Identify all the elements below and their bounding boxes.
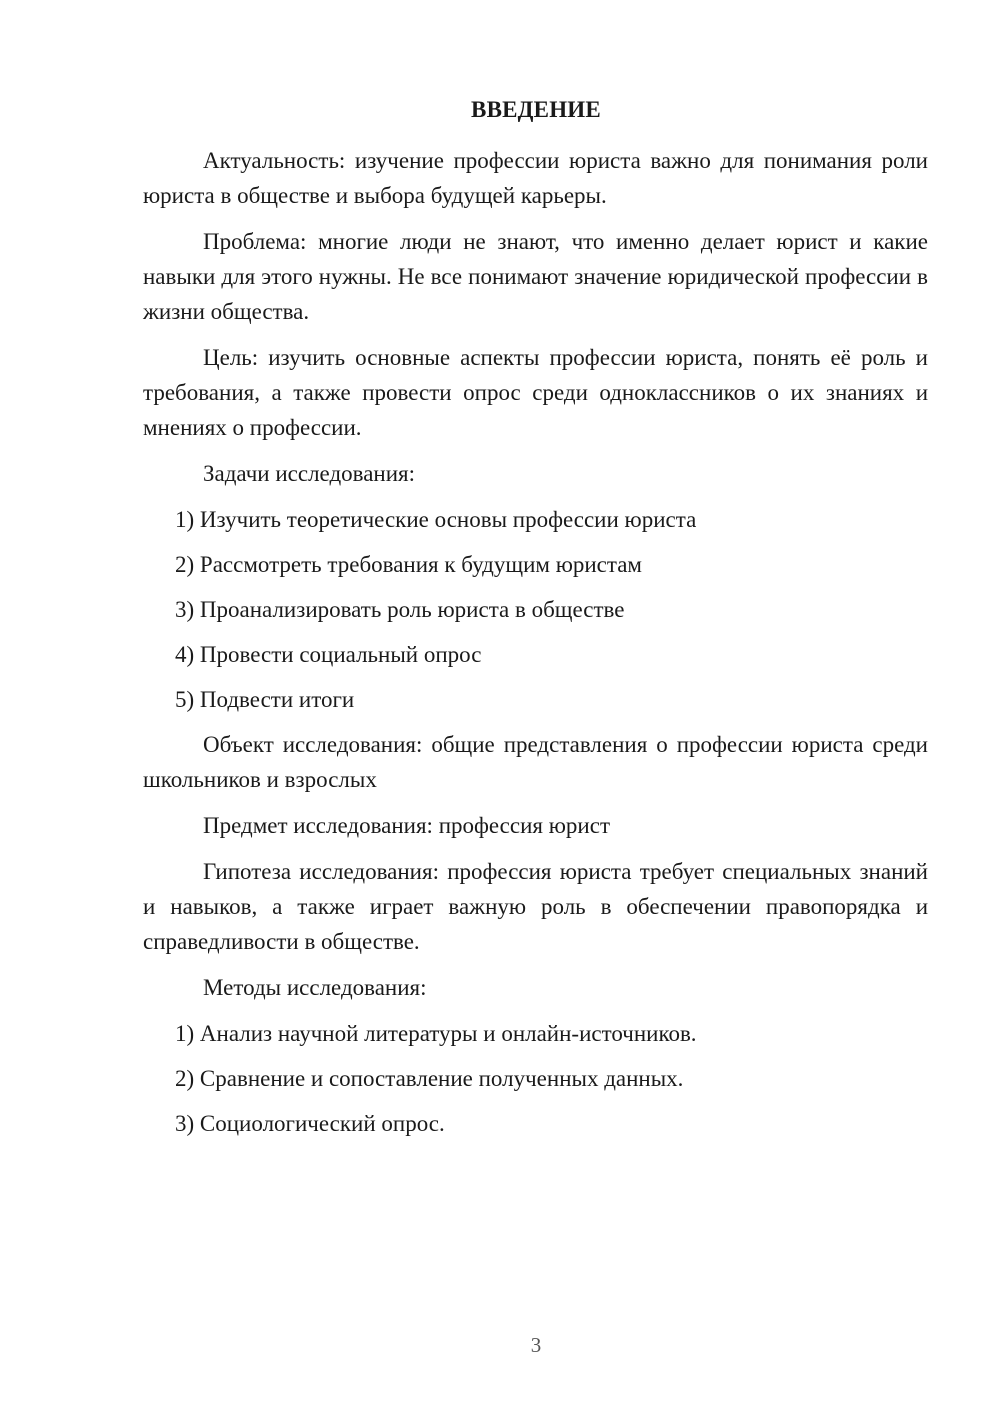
hypothesis-paragraph: Гипотеза исследования: профессия юриста требует специальных знаний и навыков, а также играет важную роль в обеспечении правопорядка и справедливости в обществе.: [143, 859, 928, 954]
page-number: 3: [530, 1333, 542, 1357]
task-item: 5) Подвести итоги: [175, 687, 355, 712]
tasks-title: Задачи исследования:: [203, 461, 416, 486]
relevance-paragraph: Актуальность: изучение профессии юриста важно для понимания роли юриста в обществе и выбора будущей карьеры.: [143, 148, 928, 208]
task-item: 3) Проанализировать роль юриста в обществе: [175, 597, 625, 622]
document-body: [143, 143, 928, 1151]
task-item: 1) Изучить теоретические основы профессии юриста: [175, 507, 697, 532]
tasks-list: [143, 502, 928, 717]
methods-list: [143, 1016, 928, 1141]
method-item: 1) Анализ научной литературы и онлайн-источников.: [175, 1021, 697, 1046]
method-item: 3) Социологический опрос.: [175, 1111, 445, 1136]
method-item: 2) Сравнение и сопоставление полученных данных.: [175, 1066, 684, 1091]
problem-paragraph: Проблема: многие люди не знают, что именно делает юрист и какие навыки для этого нужны. Не все понимают значение юридической профессии в жизни общества.: [143, 229, 928, 324]
subject-paragraph: Предмет исследования: профессия юрист: [203, 813, 610, 838]
task-item: 4) Провести социальный опрос: [175, 642, 482, 667]
object-paragraph: Объект исследования: общие представления о профессии юриста среди школьников и взрослых: [143, 732, 928, 792]
section-heading: ВВЕДЕНИЕ: [471, 97, 601, 122]
goal-paragraph: Цель: изучить основные аспекты профессии юриста, понять её роль и требования, а также провести опрос среди одноклассников о их знаниях и мнениях о профессии.: [143, 345, 928, 440]
methods-title: Методы исследования:: [203, 975, 427, 1000]
task-item: 2) Рассмотреть требования к будущим юристам: [175, 552, 642, 577]
